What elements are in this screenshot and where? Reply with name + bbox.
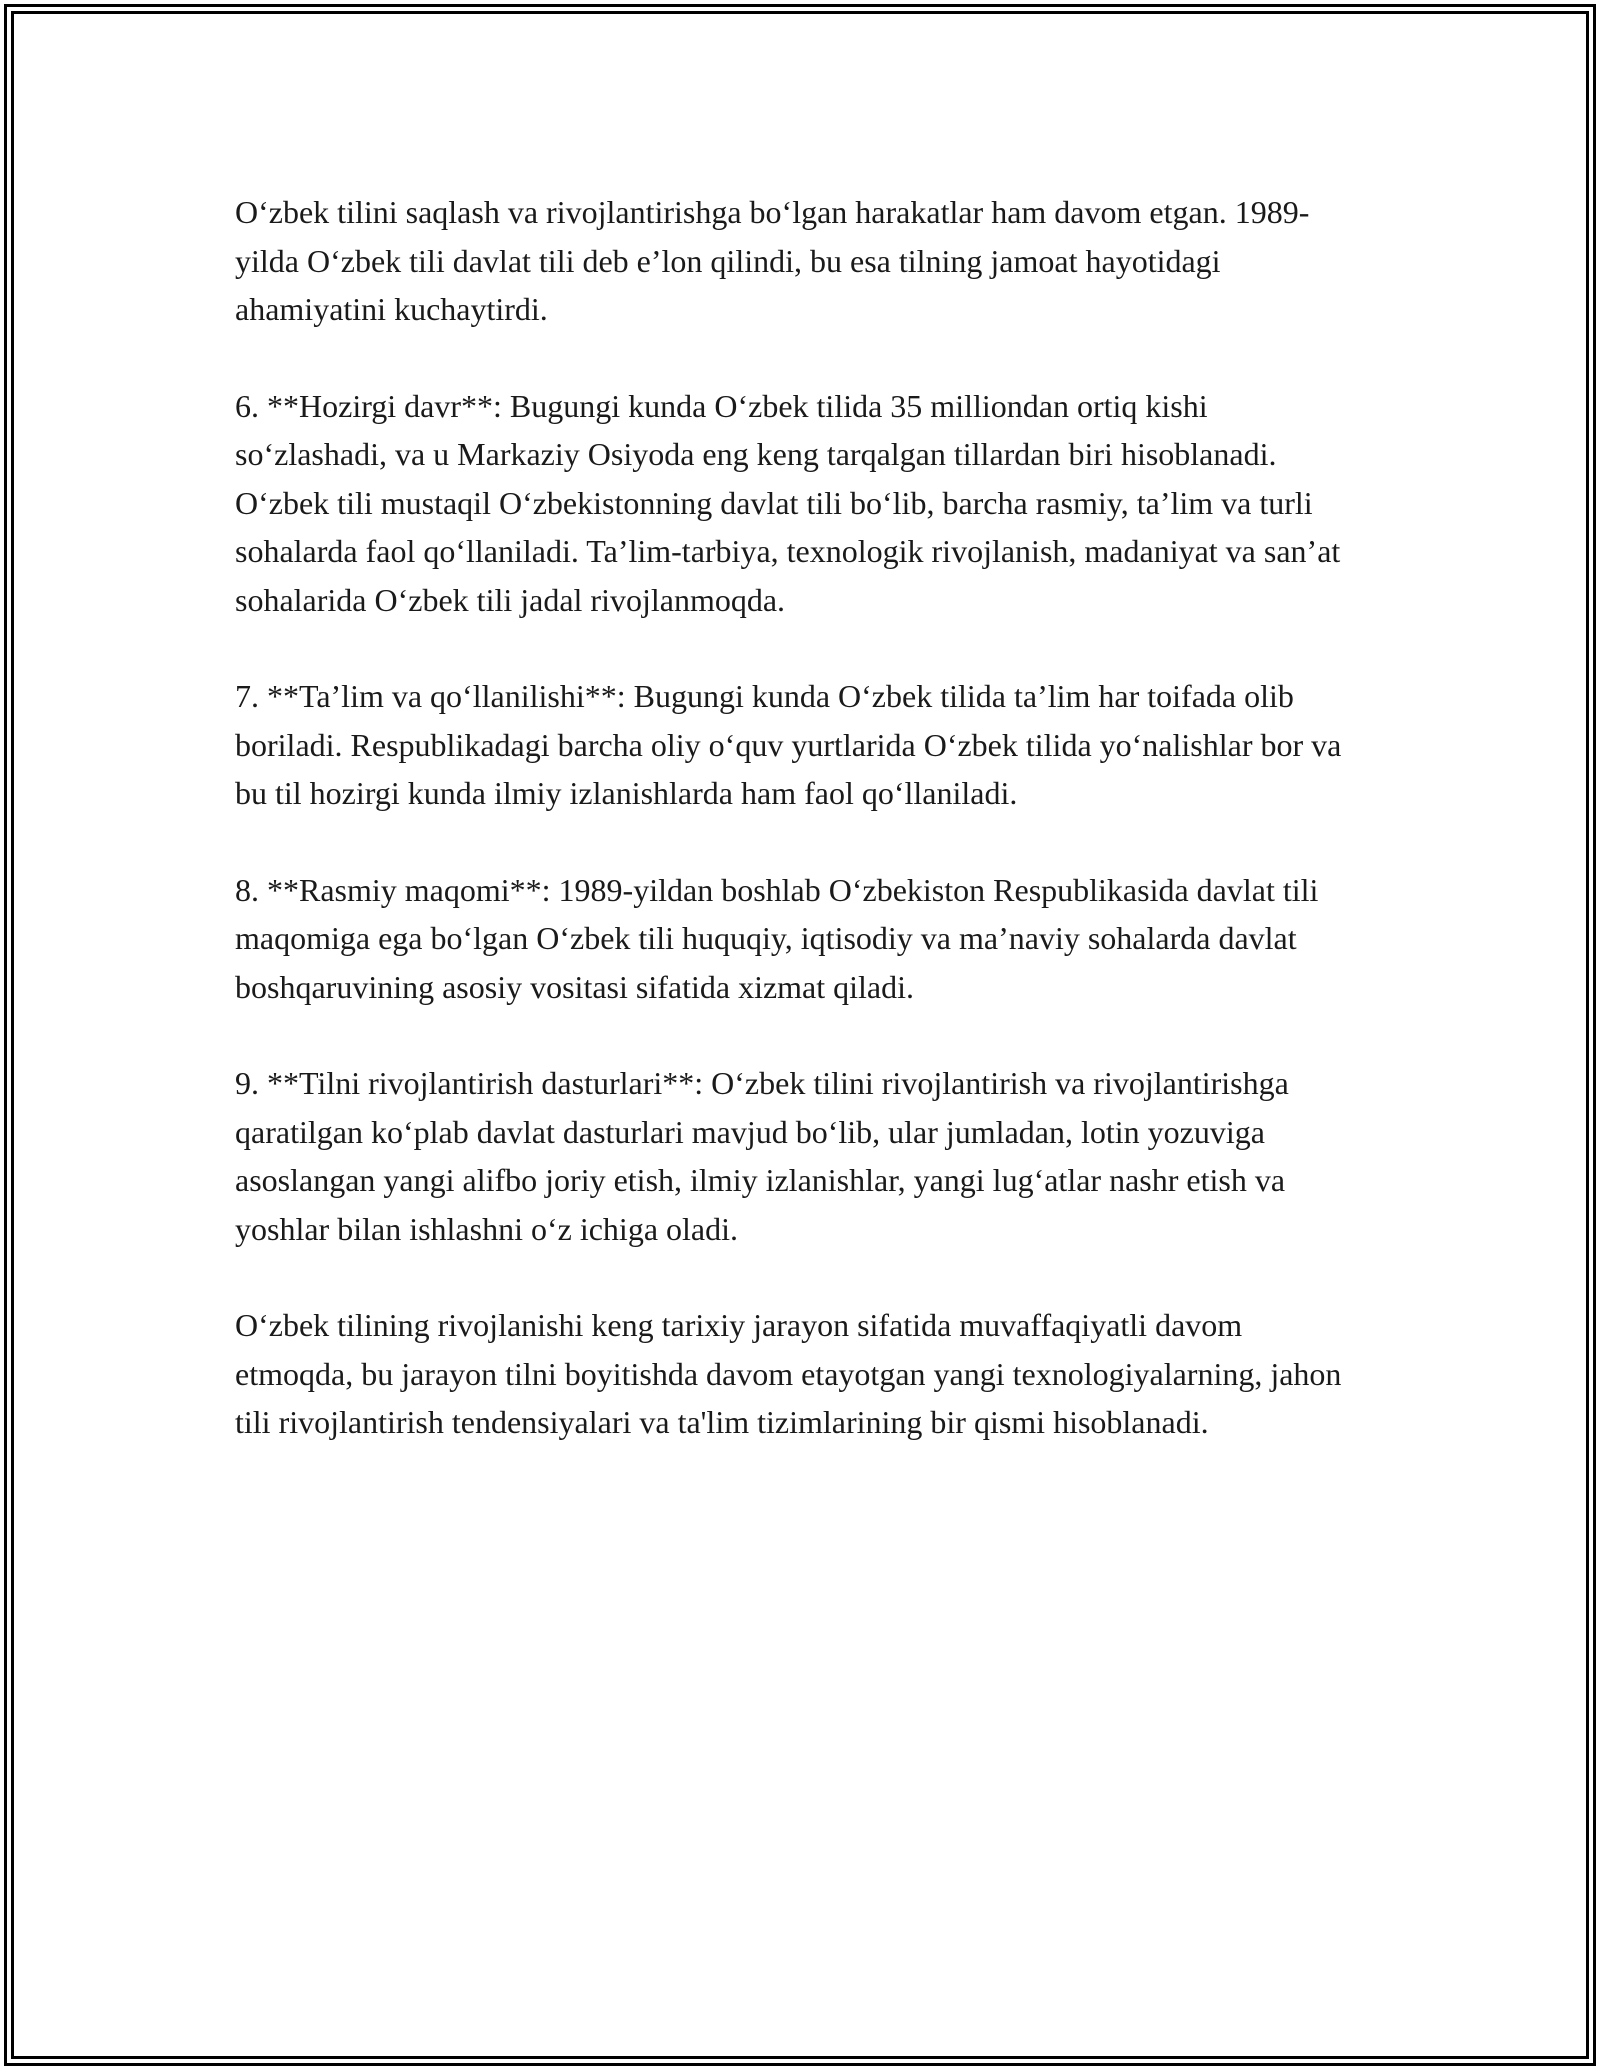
paragraph-conclusion: O‘zbek tilining rivojlanishi keng tarixiy jarayon sifatida muvaffaqiyatli davom etmoqda, bu jarayon tilni boyitishda davom etayotgan yangi texnologiyalarning, jahon tili rivojlantirish tendensiyalari va ta'lim tizimlarining bir qismi hisoblanadi. [235, 1307, 1342, 1440]
paragraph-item-9: 9. **Tilni rivojlantirish dasturlari**: O‘zbek tilini rivojlantirish va rivojlantirishga qaratilgan ko‘plab davlat dasturlari mavjud bo‘lib, ular jumladan, lotin yozuviga asoslangan yangi alifbo joriy etish, ilmiy izlanishlar, yangi lug‘atlar nashr etish va yoshlar bilan ishlashni o‘z ichiga oladi. [235, 1065, 1289, 1247]
paragraph-item-6: 6. **Hozirgi davr**: Bugungi kunda O‘zbek tilida 35 milliondan ortiq kishi so‘zlashadi, va u Markaziy Osiyoda eng keng tarqalgan tillardan biri hisoblanadi. O‘zbek tili mustaqil O‘zbekistonning davlat tili bo‘lib, barcha rasmiy, ta’lim va turli sohalarda faol qo‘llaniladi. Ta’lim-tarbiya, texnologik rivojlanish, madaniyat va san’at sohalarida O‘zbek tili jadal rivojlanmoqda. [235, 387, 1341, 618]
paragraph-intro: O‘zbek tilini saqlash va rivojlantirishga bo‘lgan harakatlar ham davom etgan. 1989-yilda O‘zbek tili davlat tili deb e’lon qilindi, bu esa tilning jamoat hayotidagi ahamiyatini kuchaytirdi. [235, 194, 1310, 327]
document-body [235, 188, 1365, 1495]
paragraph-item-7: 7. **Ta’lim va qo‘llanilishi**: Bugungi kunda O‘zbek tilida ta’lim har toifada olib boriladi. Respublikadagi barcha oliy o‘quv yurtlarida O‘zbek tilida yo‘nalishlar bor va bu til hozirgi kunda ilmiy izlanishlarda ham faol qo‘llaniladi. [235, 678, 1342, 811]
paragraph-item-8: 8. **Rasmiy maqomi**: 1989-yildan boshlab O‘zbekiston Respublikasida davlat tili maqomiga ega bo‘lgan O‘zbek tili huquqiy, iqtisodiy va ma’naviy sohalarda davlat boshqaruvining asosiy vositasi sifatida xizmat qiladi. [235, 871, 1319, 1005]
